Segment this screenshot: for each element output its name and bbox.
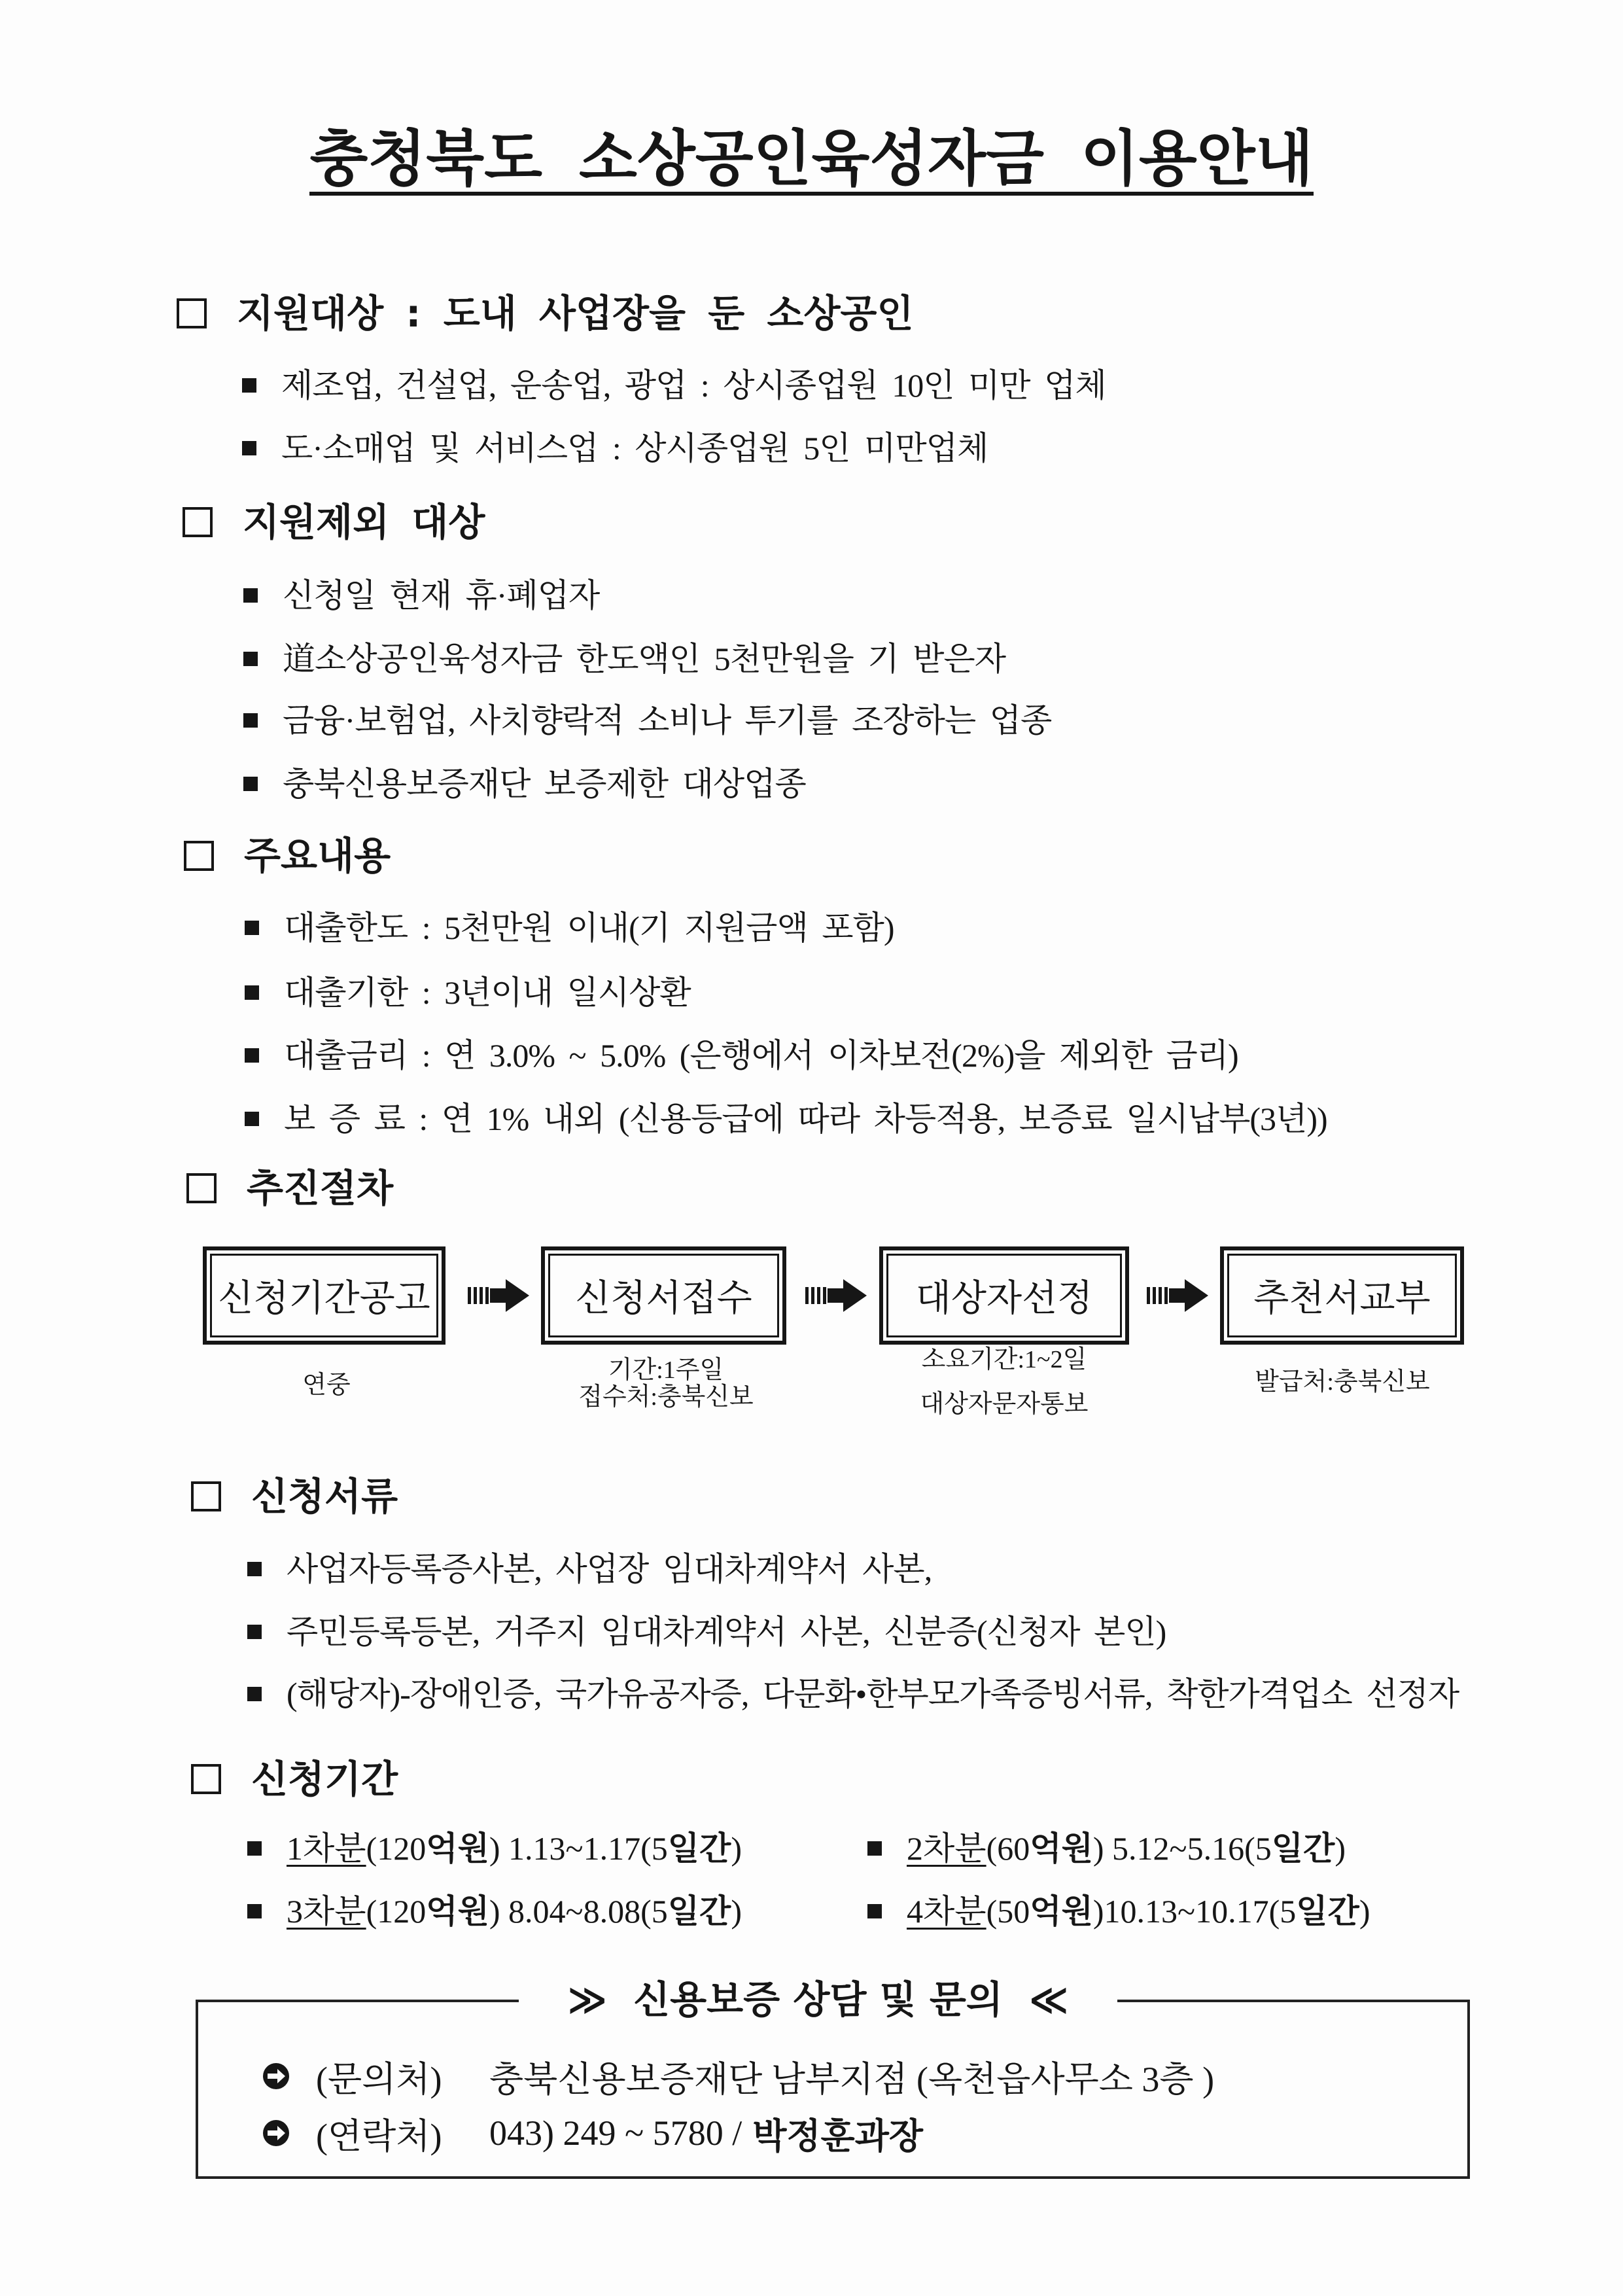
flow-arrow-icon (1147, 1278, 1208, 1313)
round-amount-unit: 억원 (1030, 1830, 1093, 1867)
bullet-square-icon (247, 1625, 262, 1639)
flow-arrow-icon (805, 1278, 867, 1313)
list-item-text: 도·소매업 및 서비스업 : 상시종업원 5인 미만업체 (281, 430, 988, 467)
flow-arrow-icon (468, 1278, 529, 1313)
round-dates: )10.13~10.17(5 (1092, 1893, 1297, 1930)
round-days-unit: 일간 (1271, 1830, 1335, 1867)
bullet-square-icon (242, 441, 256, 455)
round-dates: ) 5.12~5.16(5 (1092, 1830, 1272, 1867)
flow-step-label: 신청기간공고 (218, 1279, 430, 1319)
list-item (247, 1549, 932, 1589)
bullet-square-icon (247, 1904, 262, 1918)
section-heading-text: 추진절차 (247, 1166, 394, 1210)
contact-value: 043) 249 ~ 5780 / (489, 2113, 742, 2153)
page-title-wrap (0, 126, 1623, 196)
list-item-text: 제조업, 건설업, 운송업, 광업 : 상시종업원 10인 미만 업체 (281, 367, 1106, 404)
list-item-text: 충북신용보증재단 보증제한 대상업종 (283, 766, 806, 802)
bullet-square-icon (245, 1048, 259, 1063)
flow-step-note: 기간:1주일 (608, 1356, 724, 1384)
section-heading-eligibility (177, 291, 914, 336)
section-heading-text: 신청기간 (251, 1757, 398, 1801)
contact-title-text: 신용보증 상담 및 문의 (633, 1977, 1003, 2022)
list-item-text: 사업자등록증사본, 사업장 임대차계약서 사본, (287, 1551, 932, 1587)
round-close: ) (1335, 1830, 1346, 1867)
period-text (907, 1892, 1370, 1931)
list-item (245, 1099, 1327, 1139)
section-heading-period (191, 1756, 398, 1802)
round-close: ) (731, 1893, 742, 1930)
section-heading-text: 신청서류 (251, 1474, 398, 1519)
flow-step-box (1220, 1246, 1464, 1345)
bullet-square-icon (247, 1562, 262, 1576)
bullet-square-icon (243, 588, 258, 603)
contact-person: 박정훈과장 (752, 2116, 924, 2156)
contact-label: (문의처) (316, 2059, 442, 2099)
bullet-square-icon (247, 1687, 262, 1701)
round-amount: (120 (366, 1830, 427, 1867)
contact-value: 충북신용보증재단 남부지점 (옥천읍사무소 3층 ) (489, 2059, 1215, 2099)
checkbox-square-icon (183, 507, 213, 537)
round-dates: ) 1.13~1.17(5 (489, 1830, 668, 1867)
checkbox-square-icon (177, 298, 207, 328)
flow-step-note: 발급처:충북신보 (1255, 1368, 1430, 1396)
section-heading-exclusions (183, 499, 485, 545)
bullet-square-icon (242, 378, 256, 393)
round-amount: (50 (986, 1893, 1030, 1930)
flow-step-label: 추천서교부 (1253, 1279, 1431, 1319)
bullet-square-icon (867, 1841, 882, 1856)
round-close: ) (1359, 1893, 1370, 1930)
flow-step-box (541, 1246, 786, 1345)
period-item (867, 1829, 1346, 1868)
bullet-square-icon (245, 985, 259, 1000)
list-item-text: 대출기한 : 3년이내 일시상환 (284, 974, 691, 1011)
round-label: 1차분 (287, 1830, 366, 1867)
close-chevron: ≪ (1028, 1977, 1069, 2022)
round-dates: ) 8.04~8.08(5 (489, 1893, 668, 1930)
round-close: ) (731, 1830, 742, 1867)
flow-step-note: 접수처:충북신보 (578, 1383, 754, 1411)
bullet-square-icon (243, 713, 258, 728)
round-label: 2차분 (907, 1830, 986, 1867)
period-item (867, 1892, 1370, 1931)
contact-line-inquiry (262, 2055, 1214, 2097)
section-heading-text: 지원제외 대상 (243, 500, 485, 544)
list-item (242, 428, 988, 468)
bullet-square-icon (243, 777, 258, 791)
bullet-square-icon (245, 1112, 259, 1126)
list-item (245, 1035, 1238, 1076)
circled-arrow-icon (262, 2119, 290, 2147)
section-heading-procedure (186, 1165, 393, 1211)
flow-step-box (203, 1246, 445, 1345)
round-amount-unit: 억원 (426, 1893, 489, 1930)
list-item (247, 1612, 1166, 1652)
round-amount: (60 (986, 1830, 1030, 1867)
list-item (242, 365, 1106, 406)
contact-title (519, 1977, 1117, 2022)
list-item (243, 700, 1051, 741)
flow-step-box (879, 1246, 1129, 1345)
period-text (287, 1829, 742, 1868)
list-item (247, 1674, 1459, 1714)
circled-arrow-icon (262, 2062, 290, 2091)
bullet-square-icon (243, 652, 258, 666)
round-days-unit: 일간 (1296, 1893, 1359, 1930)
list-item (243, 639, 1005, 679)
section-heading-text: 주요내용 (244, 834, 391, 878)
flow-step-note: 대상자문자통보 (920, 1390, 1089, 1418)
period-item (247, 1892, 742, 1931)
list-item (243, 575, 599, 616)
list-item-text: 보 증 료 : 연 1% 내외 (신용등급에 따라 차등적용, 보증료 일시납부(3년)) (284, 1101, 1327, 1137)
contact-title-wrap (7, 1977, 1623, 2022)
list-item-text: 금융·보험업, 사치향락적 소비나 투기를 조장하는 업종 (283, 702, 1052, 739)
list-item-text: 대출한도 : 5천만원 이내(기 지원금액 포함) (284, 910, 894, 946)
contact-label: (연락처) (316, 2116, 442, 2156)
period-text (287, 1892, 742, 1931)
bullet-square-icon (245, 921, 259, 935)
checkbox-square-icon (186, 1173, 217, 1203)
bullet-square-icon (247, 1841, 262, 1856)
flow-step-label: 신청서접수 (575, 1279, 752, 1319)
round-amount: (120 (366, 1893, 427, 1930)
list-item-text: 道소상공인육성자금 한도액인 5천만원을 기 받은자 (283, 641, 1005, 677)
list-item-text: 대출금리 : 연 3.0% ~ 5.0% (은행에서 이차보전(2%)을 제외한 금리) (284, 1037, 1238, 1074)
round-days-unit: 일간 (667, 1893, 731, 1930)
checkbox-square-icon (191, 1481, 221, 1511)
round-amount-unit: 억원 (1030, 1893, 1093, 1930)
section-heading-main-content (184, 833, 391, 879)
flow-step-label: 대상자선정 (915, 1279, 1093, 1319)
period-text (907, 1829, 1346, 1868)
list-item-text: 신청일 현재 휴·폐업자 (283, 577, 600, 614)
section-heading-text: 지원대상 : 도내 사업장을 둔 소상공인 (237, 291, 914, 336)
list-item (245, 972, 691, 1013)
round-amount-unit: 억원 (426, 1830, 489, 1867)
bullet-square-icon (867, 1904, 882, 1918)
checkbox-square-icon (191, 1764, 221, 1794)
contact-line-phone (262, 2112, 923, 2154)
flow-step-note: 소요기간:1~2일 (921, 1346, 1087, 1373)
checkbox-square-icon (184, 841, 214, 871)
round-label: 4차분 (907, 1893, 986, 1930)
list-item-text: 주민등록등본, 거주지 임대차계약서 사본, 신분증(신청자 본인) (287, 1614, 1166, 1650)
flow-step-note: 연중 (302, 1371, 351, 1399)
round-label: 3차분 (287, 1893, 366, 1930)
period-item (247, 1829, 742, 1868)
page-title: 충청북도 소상공인육성자금 이용안내 (309, 126, 1313, 196)
list-item (245, 908, 894, 948)
round-days-unit: 일간 (667, 1830, 731, 1867)
list-item-text: (해당자)-장애인증, 국가유공자증, 다문화•한부모가족증빙서류, 착한가격업소 선정자 (287, 1676, 1459, 1712)
list-item (243, 764, 806, 804)
section-heading-documents (191, 1474, 398, 1519)
open-chevron: ≫ (567, 1977, 608, 2022)
